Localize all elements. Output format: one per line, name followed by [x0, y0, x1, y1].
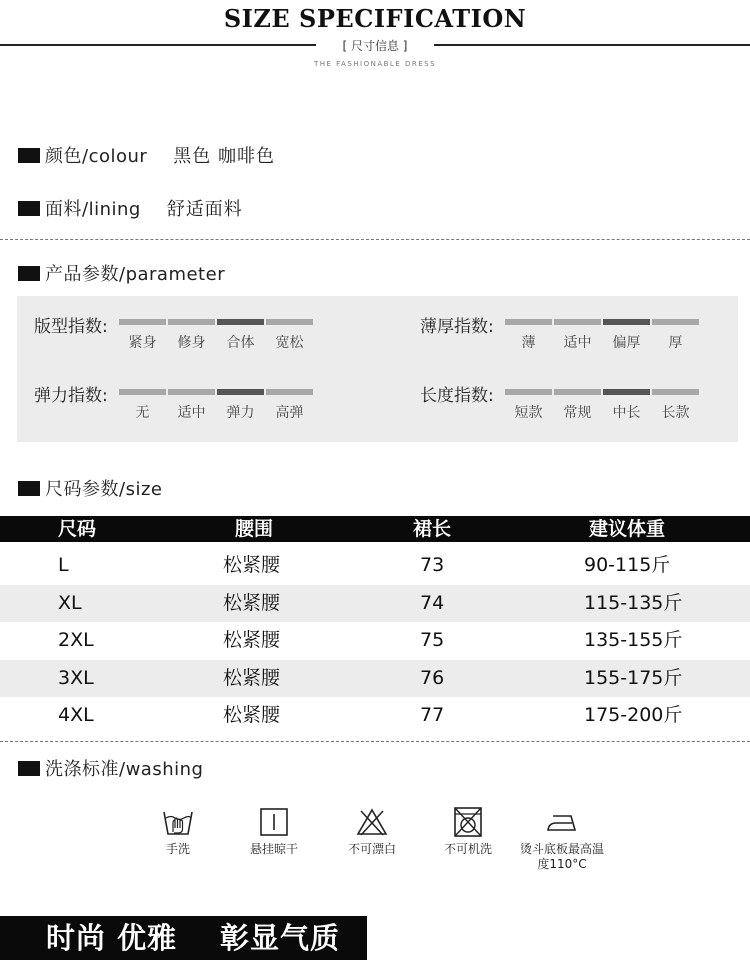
scale-bar	[119, 319, 166, 325]
size-cell: 4XL	[58, 704, 94, 726]
index-label: 版型指数:	[34, 317, 108, 337]
index-label: 薄厚指数:	[420, 317, 494, 337]
waist-cell: 松紧腰	[223, 554, 281, 576]
scale-bar	[505, 319, 552, 325]
parameter-label: 产品参数/parameter	[45, 264, 226, 285]
scale-option-label: 适中	[177, 405, 206, 421]
index-scale	[118, 389, 314, 422]
no-bleach-icon	[355, 806, 389, 838]
colour-label: 颜色/colour	[45, 146, 148, 167]
wash-item-hand-wash	[150, 806, 206, 857]
size-cell: 3XL	[58, 667, 94, 689]
index-label: 弹力指数:	[34, 386, 108, 406]
weight-cell: 175-200斤	[584, 704, 683, 726]
scale-bar	[266, 319, 313, 325]
index-scale	[118, 319, 314, 352]
index-label: 长度指数:	[420, 386, 494, 406]
scale-option-label: 常规	[563, 405, 592, 421]
slogan-banner	[0, 916, 367, 960]
scale-segment	[216, 389, 265, 422]
column-header-waist: 腰围	[235, 518, 274, 540]
scale-bar	[266, 389, 313, 395]
scale-option-label: 适中	[563, 335, 592, 351]
index-scale	[504, 319, 700, 352]
scale-option-label: 中长	[612, 405, 641, 421]
weight-cell: 135-155斤	[584, 629, 683, 651]
no-machine-wash-icon	[451, 806, 485, 838]
square-bullet-icon	[18, 761, 40, 776]
header-tagline: THE FASHIONABLE DRESS	[313, 60, 437, 68]
scale-bar	[652, 319, 699, 325]
parameter-heading	[18, 261, 225, 285]
scale-bar-selected	[217, 389, 264, 395]
table-row	[0, 622, 750, 659]
scale-option-label: 长款	[661, 405, 690, 421]
scale-bar	[119, 389, 166, 395]
table-row	[0, 547, 750, 584]
column-header-weight: 建议体重	[589, 518, 666, 540]
page-title: SIZE SPECIFICATION	[223, 4, 527, 33]
weight-cell: 90-115斤	[584, 554, 671, 576]
scale-bar	[554, 389, 601, 395]
hand-wash-icon	[161, 806, 195, 838]
length-cell: 74	[420, 592, 445, 614]
header-subtitle: [ 尺寸信息 ]	[342, 39, 408, 53]
size-heading	[18, 476, 162, 500]
table-row	[0, 660, 750, 697]
colour-row	[18, 143, 275, 167]
scale-option-label: 无	[135, 405, 150, 421]
scale-bar	[168, 319, 215, 325]
length-cell: 73	[420, 554, 445, 576]
wash-label: 不可机洗	[443, 842, 492, 856]
divider	[0, 239, 750, 240]
scale-segment	[265, 319, 314, 352]
scale-option-label: 高弹	[275, 405, 304, 421]
wash-label: 悬挂晾干	[249, 842, 298, 856]
column-header-length: 裙长	[413, 518, 452, 540]
scale-option-label: 宽松	[275, 335, 304, 351]
weight-cell: 155-175斤	[584, 667, 683, 689]
lining-row	[18, 196, 243, 220]
scale-option-label: 薄	[521, 335, 536, 351]
weight-cell: 115-135斤	[584, 592, 683, 614]
column-header-size: 尺码	[58, 518, 97, 540]
size-table-header	[0, 516, 750, 542]
scale-segment	[118, 389, 167, 422]
washing-label: 洗涤标准/washing	[45, 759, 204, 780]
lining-label: 面料/lining	[45, 199, 141, 220]
wash-item-no-bleach	[336, 806, 408, 857]
scale-option-label: 厚	[668, 335, 683, 351]
wash-item-iron	[516, 806, 608, 872]
scale-segment	[553, 389, 602, 422]
scale-bar-selected	[217, 319, 264, 325]
scale-segment	[504, 319, 553, 352]
wash-label: 手洗	[165, 842, 190, 856]
scale-segment	[167, 389, 216, 422]
index-scale	[504, 389, 700, 422]
scale-segment	[265, 389, 314, 422]
colour-value: 黑色 咖啡色	[173, 146, 276, 167]
scale-segment	[602, 389, 651, 422]
waist-cell: 松紧腰	[223, 667, 281, 689]
slogan-left: 时尚 优雅	[46, 921, 178, 955]
scale-option-label: 修身	[177, 335, 206, 351]
scale-segment	[651, 319, 700, 352]
scale-segment	[602, 319, 651, 352]
table-row	[0, 697, 750, 734]
scale-segment	[167, 319, 216, 352]
slogan-right: 彰显气质	[220, 921, 341, 955]
scale-bar	[554, 319, 601, 325]
scale-segment	[216, 319, 265, 352]
washing-heading	[18, 756, 203, 780]
scale-bar-selected	[603, 319, 650, 325]
wash-item-hang-dry	[238, 806, 310, 857]
wash-label: 烫斗底板最高温度110°C	[520, 842, 605, 871]
table-row	[0, 585, 750, 622]
length-cell: 77	[420, 704, 445, 726]
scale-segment	[651, 389, 700, 422]
size-cell: L	[58, 554, 69, 576]
scale-bar-selected	[603, 389, 650, 395]
scale-bar	[168, 389, 215, 395]
scale-segment	[118, 319, 167, 352]
size-label: 尺码参数/size	[45, 479, 163, 500]
scale-option-label: 合体	[226, 335, 255, 351]
waist-cell: 松紧腰	[223, 592, 281, 614]
waist-cell: 松紧腰	[223, 704, 281, 726]
square-bullet-icon	[18, 481, 40, 496]
hang-dry-icon	[257, 806, 291, 838]
scale-option-label: 短款	[514, 405, 543, 421]
scale-option-label: 弹力	[226, 405, 255, 421]
scale-segment	[553, 319, 602, 352]
scale-segment	[504, 389, 553, 422]
scale-bar	[652, 389, 699, 395]
scale-bar	[505, 389, 552, 395]
lining-value: 舒适面料	[166, 199, 243, 220]
square-bullet-icon	[18, 266, 40, 281]
square-bullet-icon	[18, 201, 40, 216]
scale-option-label: 偏厚	[612, 335, 641, 351]
wash-item-no-machine-wash	[432, 806, 504, 857]
iron-icon	[545, 806, 579, 838]
length-cell: 76	[420, 667, 445, 689]
size-cell: XL	[58, 592, 82, 614]
waist-cell: 松紧腰	[223, 629, 281, 651]
square-bullet-icon	[18, 148, 40, 163]
wash-label: 不可漂白	[347, 842, 396, 856]
divider	[0, 741, 750, 742]
size-cell: 2XL	[58, 629, 94, 651]
length-cell: 75	[420, 629, 445, 651]
scale-option-label: 紧身	[128, 335, 157, 351]
